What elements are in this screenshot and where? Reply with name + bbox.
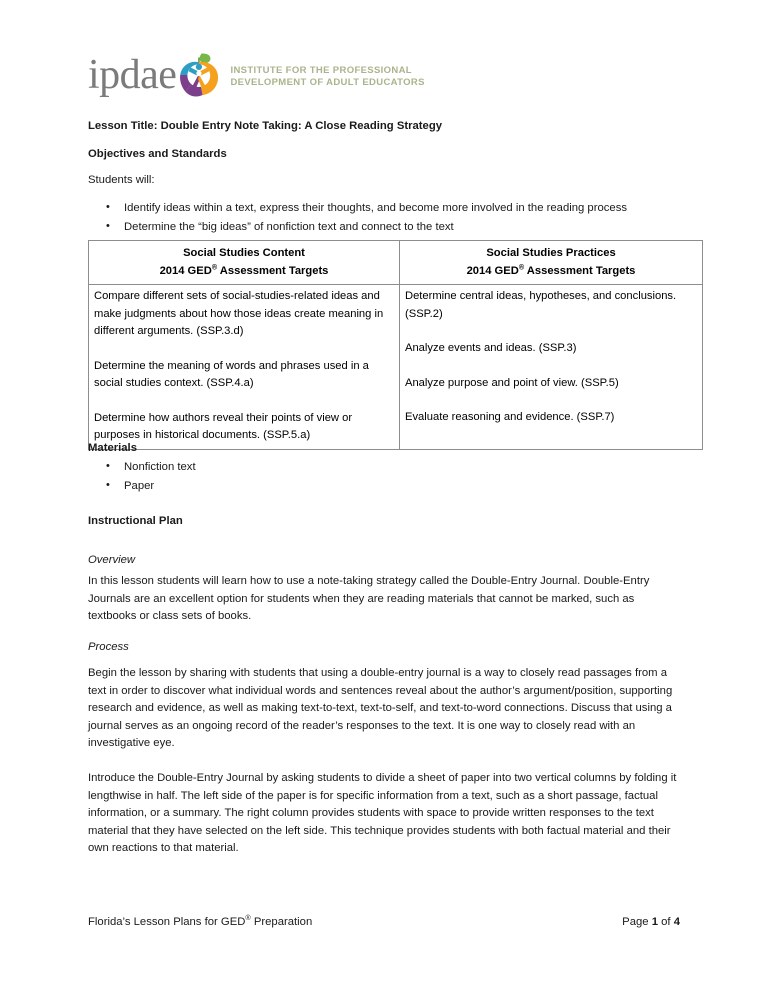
table-header: [89, 241, 703, 285]
practice-target-item: Determine central ideas, hypotheses, and conclusions. (SSP.2): [405, 290, 677, 320]
tagline-line-2: DEVELOPMENT OF ADULT EDUCATORS: [230, 77, 425, 88]
table-cell-practice-targets: [400, 285, 703, 450]
current-page-number: 1: [651, 916, 658, 928]
header-ged-prefix: 2014 GED: [159, 264, 212, 277]
registered-mark: ®: [518, 261, 525, 271]
table-header-social-studies-content: [89, 241, 400, 285]
list-item: • Determine the “big ideas” of nonfiction text and connect to the text: [88, 218, 680, 237]
header-ged-prefix: 2014 GED: [466, 264, 519, 277]
practice-target-item: Analyze purpose and point of view. (SSP.5): [405, 376, 619, 389]
table-header-row: [89, 241, 703, 285]
materials-list: [88, 458, 680, 496]
ipdae-tagline: [230, 61, 424, 90]
table-row: [89, 285, 703, 450]
instructional-plan-heading: Instructional Plan: [88, 515, 183, 527]
objectives-list: [88, 199, 680, 237]
process-paragraph-2: Introduce the Double-Entry Journal by asking students to divide a sheet of paper into two vertical columns by folding it lengthwise in half. The left side of the paper is for specific information from a text, such as a short passage, factual information, or a summary. The right column provides students with space to provide written responses to the text material that they have selected on the left side. This technique provides students with both factual material and their own reactions to that material.: [88, 772, 677, 854]
process-paragraph-1: Begin the lesson by sharing with students that using a double-entry journal is a way to closely read passages from a text in order to discover what individual words and sentences reveal about the author’s argument/position, supporting research and evidence, as well as making text-to-text, text-to-self, and text-to-word connections. Discuss that using a journal serves as an ongoing record of the reader’s responses to the text. It is one way to closely read with an investigative eye.: [88, 667, 673, 749]
footer-document-title: [88, 913, 313, 928]
page-footer: [88, 913, 680, 928]
practice-target-item: Evaluate reasoning and evidence. (SSP.7): [405, 411, 615, 423]
registered-mark: ®: [245, 913, 251, 923]
table-cell-content-targets: [89, 285, 400, 450]
page-number-indicator: [622, 916, 680, 928]
assessment-targets-table: [88, 240, 703, 450]
list-item: • Nonfiction text: [88, 458, 680, 477]
lesson-title: Lesson Title: Double Entry Note Taking: A Close Reading Strategy: [88, 120, 443, 132]
header-line-1: Social Studies Practices: [486, 247, 616, 259]
header-ged-suffix: Assessment Targets: [524, 264, 636, 277]
of-label: of: [661, 916, 671, 928]
process-heading: Process: [88, 641, 129, 653]
tagline-line-1: INSTITUTE FOR THE PROFESSIONAL: [230, 64, 412, 76]
header-line-2: [405, 263, 697, 281]
ipdae-wordmark: ipdae: [88, 52, 177, 98]
page-label: Page: [622, 916, 649, 928]
ipdae-logo-header: [88, 44, 425, 106]
footer-title-suffix: Preparation: [250, 916, 313, 928]
table-header-social-studies-practices: [400, 241, 703, 285]
apple-with-person-logo-icon: [178, 52, 220, 98]
overview-paragraph: In this lesson students will learn how to use a note-taking strategy called the Double-Entry Journal. Double-Entry Journals are an excellent option for students when they are reading materials that cannot be marked, such as textbooks or class sets of books.: [88, 575, 650, 622]
total-page-count: 4: [673, 916, 680, 928]
footer-title-prefix: Florida’s Lesson Plans for GED: [88, 916, 246, 928]
objectives-and-standards-heading: Objectives and Standards: [88, 148, 227, 160]
list-item: • Identify ideas within a text, express their thoughts, and become more involved in the reading process: [88, 199, 680, 218]
content-target-item: Compare different sets of social-studies-related ideas and make judgments about how those ideas create meaning in different arguments. (SSP.3.d): [94, 290, 384, 337]
header-line-1: Social Studies Content: [183, 247, 305, 259]
table-body: [89, 285, 703, 450]
materials-heading: Materials: [88, 442, 137, 454]
header-line-2: [94, 263, 394, 281]
students-will-label: Students will:: [88, 174, 155, 186]
content-target-item: Determine the meaning of words and phrases used in a social studies context. (SSP.4.a): [94, 359, 369, 389]
practice-target-item: Analyze events and ideas. (SSP.3): [405, 342, 577, 354]
header-ged-suffix: Assessment Targets: [217, 264, 329, 277]
content-target-item: Determine how authors reveal their points of view or purposes in historical documents. (SSP.5.a): [94, 411, 353, 441]
registered-mark: ®: [211, 261, 218, 271]
overview-heading: Overview: [88, 554, 136, 566]
list-item: • Paper: [88, 477, 680, 496]
